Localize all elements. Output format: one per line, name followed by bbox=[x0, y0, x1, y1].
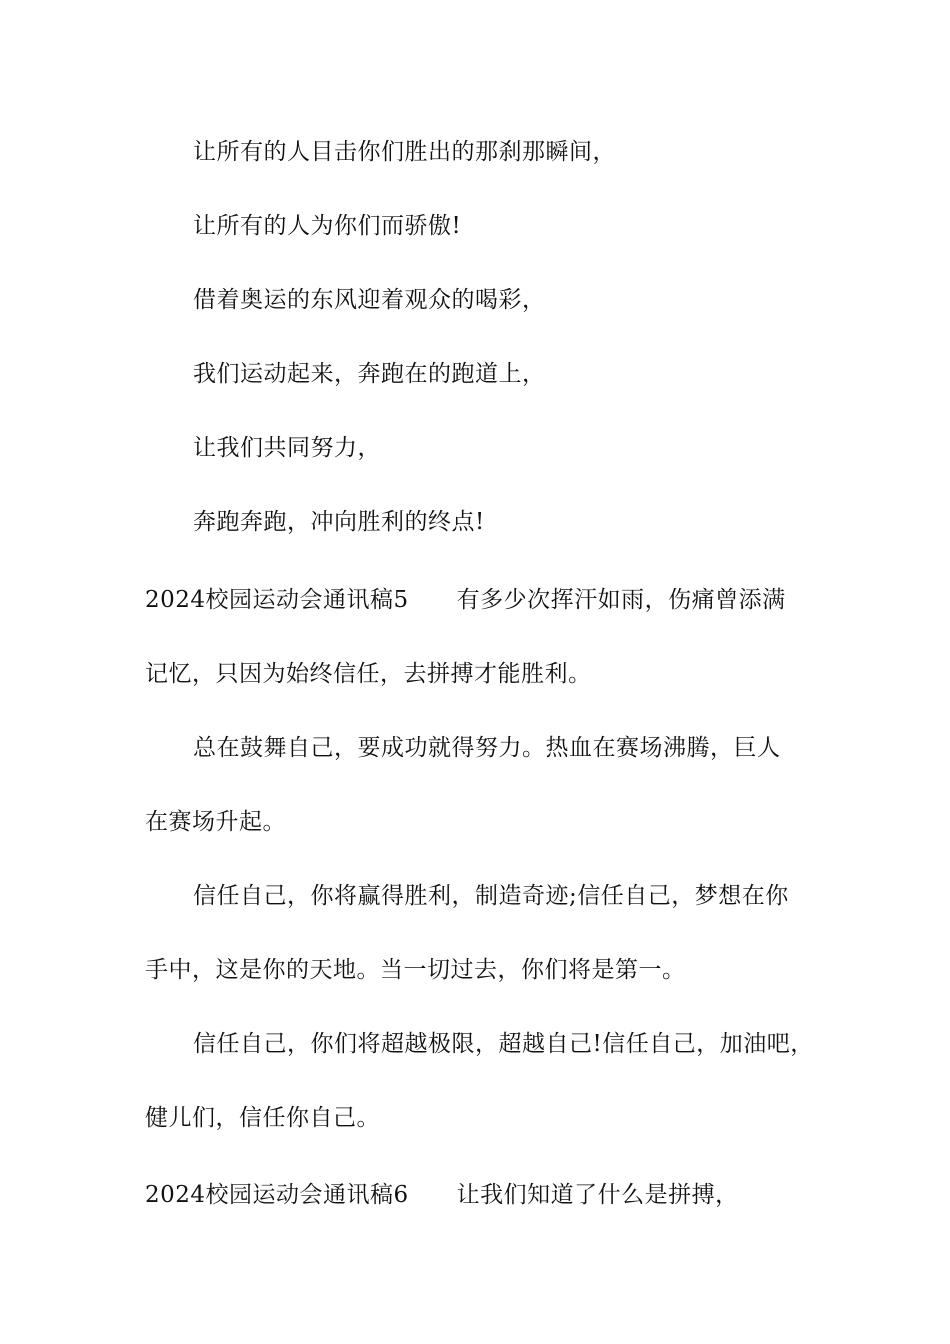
section-5-opening-text: 有多少次挥汗如雨，伤痛曾添满 bbox=[456, 587, 786, 613]
section-5-paragraph-2-line-2: 在赛场升起。 bbox=[145, 809, 286, 835]
section-5-heading: 2024校园运动会通讯稿5 bbox=[145, 587, 409, 613]
section-5-paragraph-4-line-1: 信任自己，你们将超越极限，超越自己!信任自己，加油吧， bbox=[193, 1031, 814, 1057]
section-5-paragraph-3-line-1: 信任自己，你将赢得胜利，制造奇迹;信任自己，梦想在你 bbox=[193, 883, 789, 909]
section-6-first-line bbox=[145, 1180, 835, 1210]
poem-line-2: 让所有的人为你们而骄傲! bbox=[193, 213, 462, 239]
section-6-heading: 2024校园运动会通讯稿6 bbox=[145, 1182, 409, 1208]
section-5-continuation: 记忆，只因为始终信任，去拼搏才能胜利。 bbox=[145, 661, 592, 687]
section-5-paragraph-4-line-2: 健儿们，信任你自己。 bbox=[145, 1105, 380, 1131]
section-5-first-line bbox=[145, 585, 835, 615]
section-6-opening-text: 让我们知道了什么是拼搏， bbox=[456, 1182, 739, 1208]
poem-line-4: 我们运动起来，奔跑在的跑道上， bbox=[193, 361, 546, 387]
poem-line-5: 让我们共同努力， bbox=[193, 435, 381, 461]
poem-line-6: 奔跑奔跑，冲向胜利的终点! bbox=[193, 509, 485, 535]
section-5-paragraph-2-line-1: 总在鼓舞自己，要成功就得努力。热血在赛场沸腾，巨人 bbox=[193, 735, 781, 761]
poem-line-1: 让所有的人目击你们胜出的那刹那瞬间， bbox=[193, 139, 616, 165]
section-5-paragraph-3-line-2: 手中，这是你的天地。当一切过去，你们将是第一。 bbox=[145, 957, 686, 983]
poem-line-3: 借着奥运的东风迎着观众的喝彩， bbox=[193, 287, 546, 313]
